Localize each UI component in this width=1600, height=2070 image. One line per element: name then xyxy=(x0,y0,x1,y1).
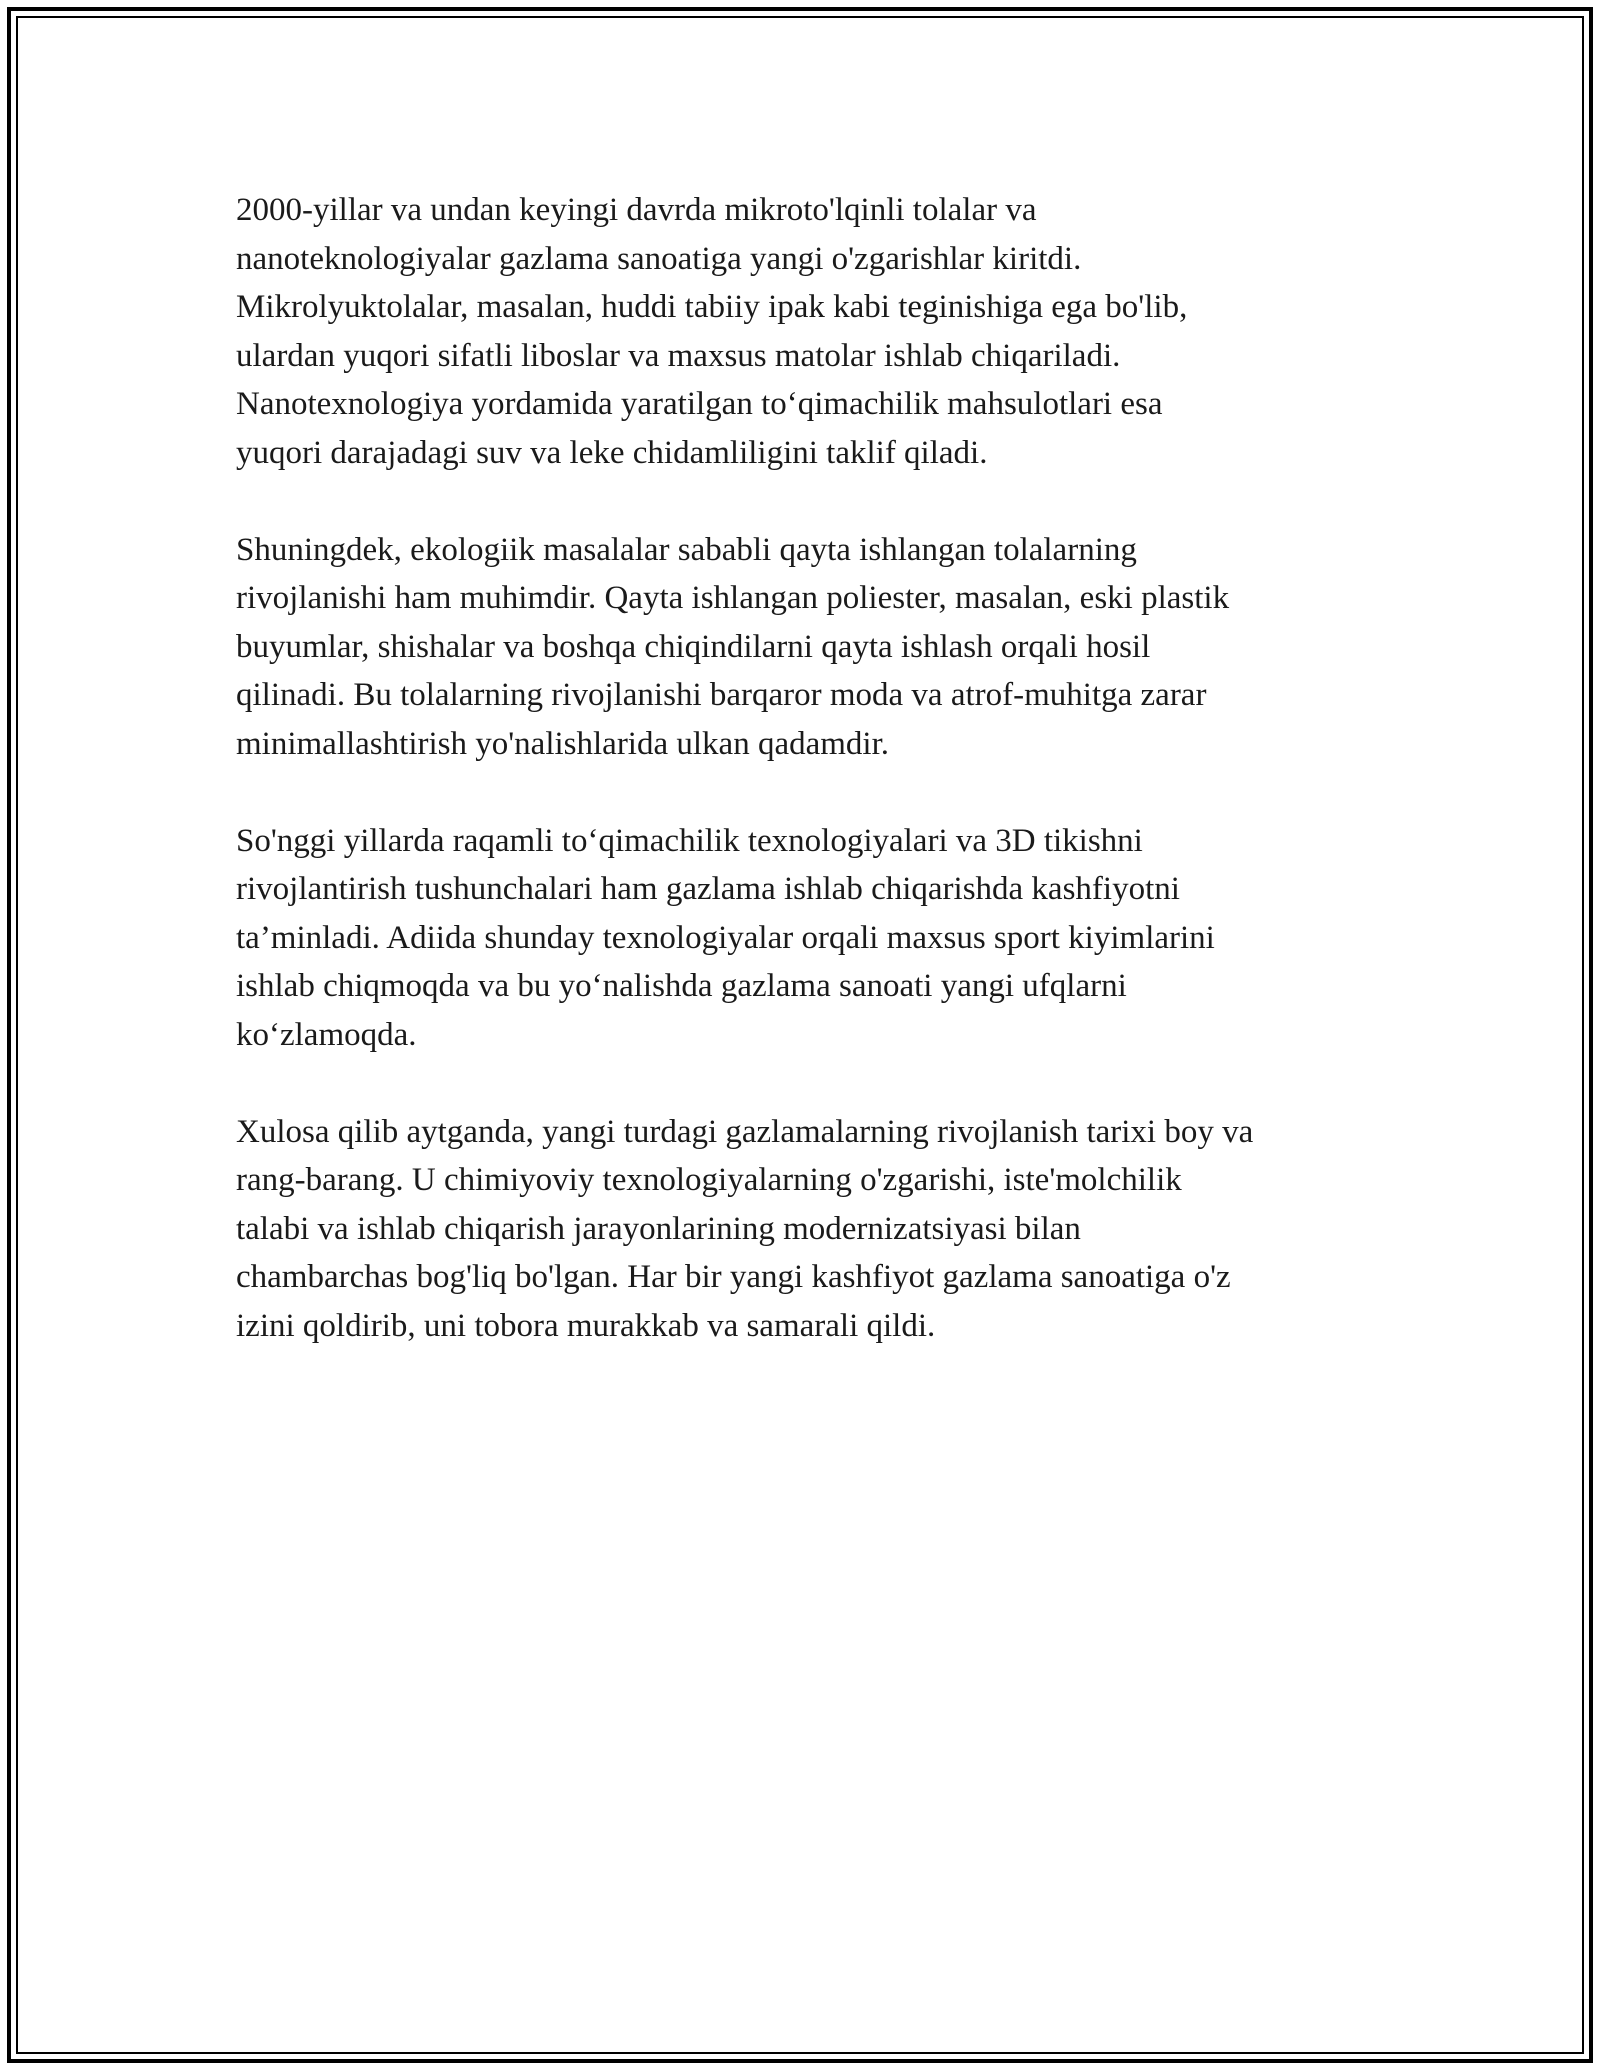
paragraph-line: chambarchas bog'liq bo'lgan. Har bir yangi kashfiyot gazlama sanoatiga o'z xyxy=(236,1259,1231,1295)
paragraph-line: Xulosa qilib aytganda, yangi turdagi gazlamalarning rivojlanish tarixi boy va xyxy=(236,1113,1254,1150)
paragraph-line: ko‘zlamoqda. xyxy=(236,1016,417,1053)
paragraph-line: buyumlar, shishalar va boshqa chiqindilarni qayta ishlash orqali hosil xyxy=(236,628,1151,665)
paragraph-1 xyxy=(236,186,1376,477)
paragraph-line: izini qoldirib, uni tobora murakkab va samarali qildi. xyxy=(236,1307,936,1344)
paragraph-line: rivojlanishi ham muhimdir. Qayta ishlangan poliester, masalan, eski plastik xyxy=(236,580,1230,616)
paragraph-line: Shuningdek, ekologiik masalalar sababli qayta ishlangan tolalarning xyxy=(236,531,1137,568)
paragraph-4 xyxy=(236,1108,1376,1351)
paragraph-line: talabi va ishlab chiqarish jarayonlarining modernizatsiyasi bilan xyxy=(236,1210,1081,1247)
document-body xyxy=(236,186,1376,1350)
paragraph-line: 2000-yillar va undan keyingi davrda mikroto'lqinli tolalar va xyxy=(236,192,1037,228)
paragraph-2 xyxy=(236,526,1376,769)
paragraph-line: nanoteknologiyalar gazlama sanoatiga yangi o'zgarishlar kiritdi. xyxy=(236,240,1082,277)
paragraph-line: So'nggi yillarda raqamli to‘qimachilik texnologiyalari va 3D tikishni xyxy=(236,822,1143,859)
paragraph-line: Mikrolyuktolalar, masalan, huddi tabiiy ipak kabi teginishiga ega bo'lib, xyxy=(236,289,1188,325)
paragraph-line: minimallashtirish yo'nalishlarida ulkan qadamdir. xyxy=(236,725,889,762)
paragraph-line: ulardan yuqori sifatli liboslar va maxsus matolar ishlab chiqariladi. xyxy=(236,337,1121,374)
paragraph-line: Nanotexnologiya yordamida yaratilgan to‘qimachilik mahsulotlari esa xyxy=(236,386,1163,422)
paragraph-3 xyxy=(236,817,1376,1060)
paragraph-line: ta’minladi. Adiida shunday texnologiyalar orqali maxsus sport kiyimlarini xyxy=(236,919,1215,956)
paragraph-line: rivojlantirish tushunchalari ham gazlama ishlab chiqarishda kashfiyotni xyxy=(236,871,1180,907)
paragraph-line: ishlab chiqmoqda va bu yo‘nalishda gazlama sanoati yangi ufqlarni xyxy=(236,968,1127,1004)
paragraph-line: rang-barang. U chimiyoviy texnologiyalarning o'zgarishi, iste'molchilik xyxy=(236,1162,1182,1198)
paragraph-line: qilinadi. Bu tolalarning rivojlanishi barqaror moda va atrof-muhitga zarar xyxy=(236,677,1207,713)
paragraph-line: yuqori darajadagi suv va leke chidamliligini taklif qiladi. xyxy=(236,434,988,471)
